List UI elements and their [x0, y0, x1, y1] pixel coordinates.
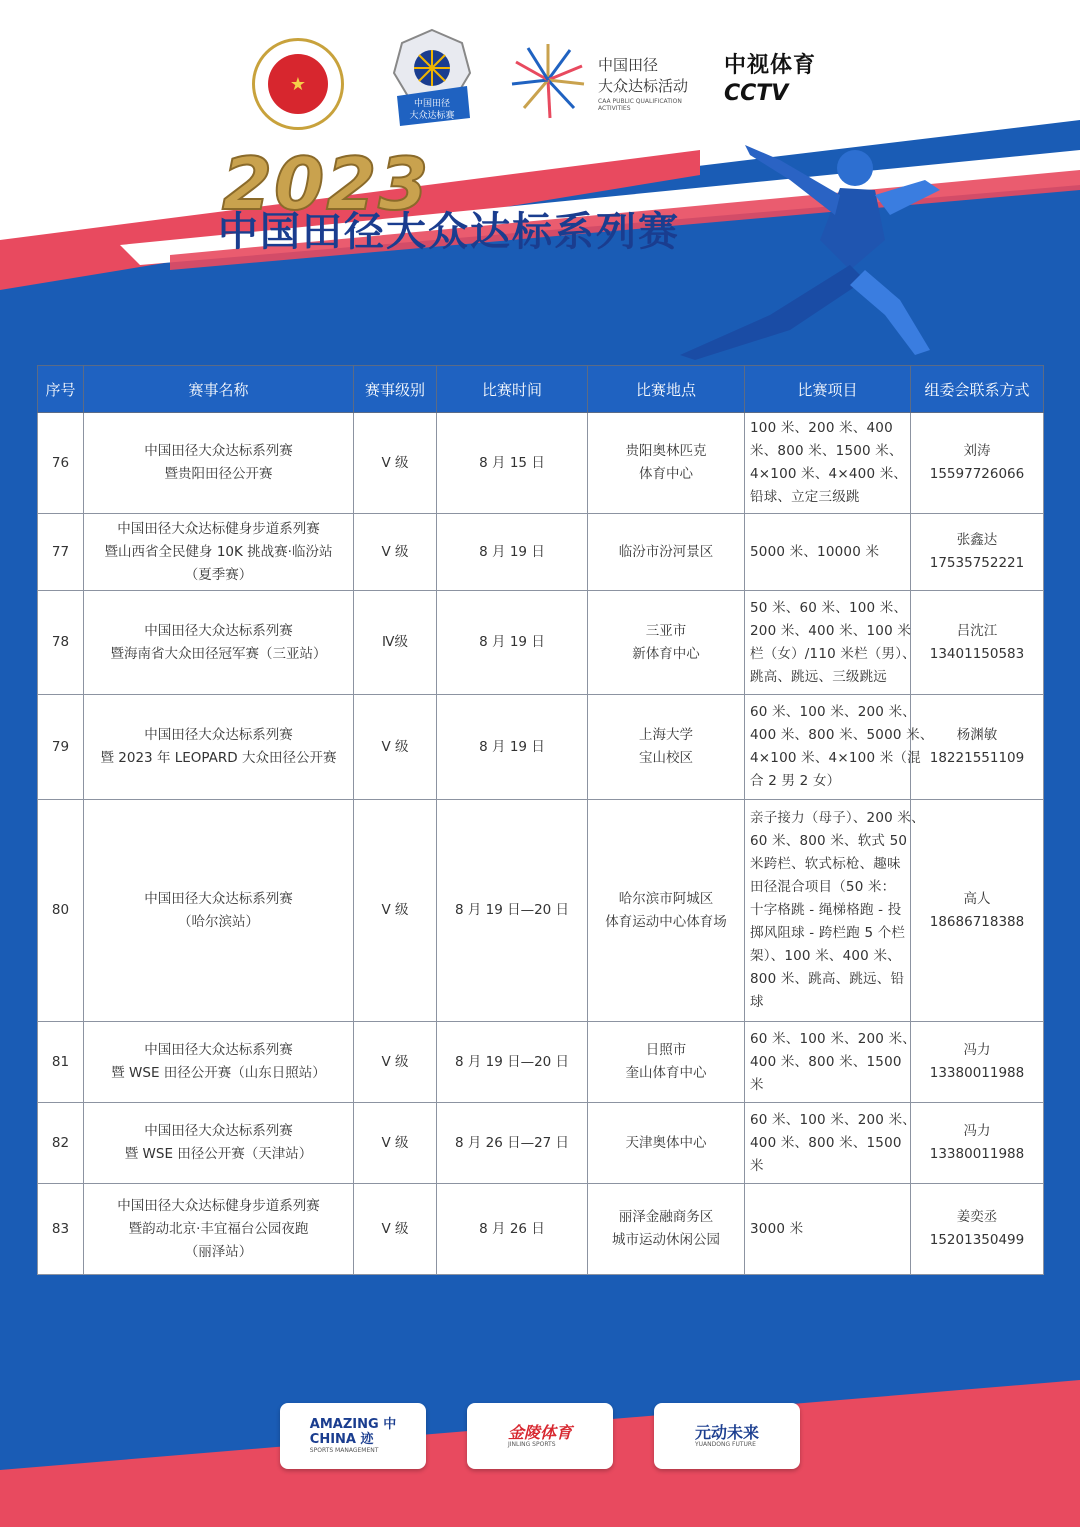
runner-silhouette-icon [650, 120, 950, 360]
cell-events-line: 球 [750, 994, 764, 1010]
cell-events-line: 亲子接力（母子）、200 米、 [750, 810, 925, 826]
column-header-level: 赛事级别 [354, 366, 437, 413]
cell-contact-line: 13380011988 [929, 1146, 1025, 1162]
sponsor-yuandong-logo [654, 1403, 800, 1469]
cell-name-line: 中国田径大众达标健身步道系列赛 [117, 1197, 320, 1214]
sponsor-1-line3: SPORTS MANAGEMENT [309, 1446, 379, 1454]
cell-date: 8 月 19 日 [437, 695, 588, 800]
cell-events-line: 合 2 男 2 女） [750, 773, 841, 789]
sponsor-1-line1: AMAZING 中 [309, 1417, 397, 1433]
cell-contact-line: 高人 [963, 890, 991, 907]
sponsor-2-line2: JINLING SPORTS [507, 1441, 556, 1449]
badge-logo-line2: 大众达标赛 [409, 111, 455, 121]
cell-no: 77 [38, 514, 84, 591]
cell-events-line: 米 [750, 1076, 764, 1093]
cell-level: V 级 [354, 1184, 437, 1275]
cell-contact [911, 413, 1044, 514]
qualification-badge-logo [392, 28, 472, 128]
cell-name [84, 1022, 354, 1103]
cell-events-line: 50 米、60 米、100 米、 [750, 599, 908, 616]
cell-name-line: 中国田径大众达标系列赛 [144, 1042, 293, 1058]
cell-name-line: 暨 WSE 田径公开赛（山东日照站） [111, 1065, 326, 1081]
cell-events [745, 514, 911, 591]
cell-venue-line: 哈尔滨市阿城区 [618, 890, 714, 907]
caa-logo [252, 38, 344, 130]
cell-name-line: （夏季赛） [184, 566, 253, 583]
cell-date: 8 月 19 日 [437, 591, 588, 695]
public-qualification-logo [508, 40, 698, 130]
sunburst-icon [508, 40, 588, 120]
cell-events-line: 400 米、800 米、5000 米、 [750, 727, 934, 743]
cell-contact-line: 13401150583 [929, 645, 1025, 662]
sponsor-row [0, 1403, 1080, 1469]
cell-venue [588, 695, 745, 800]
cell-venue [588, 1184, 745, 1275]
cell-venue-line: 临汾市汾河景区 [618, 543, 714, 560]
cell-venue-line: 奎山体育中心 [625, 1065, 707, 1081]
cell-level: V 级 [354, 1103, 437, 1184]
cell-events [745, 591, 916, 695]
cell-events-line: 十字格跳 - 绳梯格跑 - 投 [750, 902, 902, 918]
table-row [38, 591, 1044, 695]
cell-no: 83 [38, 1184, 84, 1275]
cell-contact-line: 刘涛 [963, 443, 991, 459]
cell-no: 76 [38, 413, 84, 514]
cell-name-line: 中国田径大众达标健身步道系列赛 [117, 520, 320, 537]
cell-contact-line: 17535752221 [929, 555, 1025, 571]
cell-venue [588, 413, 745, 514]
cell-events [745, 1184, 911, 1275]
cell-name-line: 暨海南省大众田径冠军赛（三亚站） [110, 645, 327, 662]
cell-contact-line: 吕沈江 [956, 622, 998, 639]
public-logo-line3: CAA PUBLIC QUALIFICATION ACTIVITIES [598, 98, 682, 112]
cell-name [84, 1184, 354, 1275]
cell-events-line: 60 米、800 米、软式 50 [750, 833, 908, 849]
page-title: 中国田径大众达标系列赛 [218, 209, 680, 255]
cell-name [84, 591, 354, 695]
cell-events-line: 田径混合项目（50 米： [750, 879, 896, 895]
sponsor-1-line2: CHINA 迹 [309, 1431, 374, 1447]
cell-events-line: 铅球、立定三级跳 [750, 489, 860, 505]
cell-events-line: 米 [750, 1157, 764, 1174]
column-header-events: 比赛项目 [745, 366, 911, 413]
cell-level: V 级 [354, 800, 437, 1022]
cell-events [745, 1103, 916, 1184]
cell-no: 78 [38, 591, 84, 695]
table-header-row [38, 366, 1044, 413]
cell-venue-line: 丽泽金融商务区 [618, 1209, 714, 1225]
cell-events-line: 400 米、800 米、1500 [750, 1053, 902, 1070]
cell-events-line: 60 米、100 米、200 米、 [750, 704, 916, 720]
cell-venue-line: 城市运动休闲公园 [612, 1232, 720, 1248]
column-header-contact: 组委会联系方式 [911, 366, 1044, 413]
cell-contact-line: 15597726066 [929, 466, 1025, 482]
sponsor-2-line1: 金陵体育 [507, 1422, 572, 1442]
cell-venue-line: 贵阳奥林匹克 [625, 443, 707, 459]
sponsor-amazing-china-logo [280, 1403, 426, 1469]
cell-name-line: 中国田径大众达标系列赛 [144, 890, 293, 907]
cell-contact [911, 1184, 1044, 1275]
public-logo-line2: 大众达标活动 [598, 77, 689, 95]
table-row [38, 514, 1044, 591]
cell-events [745, 413, 911, 514]
cell-events-line: 3000 米 [750, 1220, 804, 1237]
cell-venue [588, 1022, 745, 1103]
public-logo-line1: 中国田径 [598, 56, 659, 74]
cell-events-line: 800 米、跳高、跳远、铅 [750, 971, 905, 987]
column-header-venue: 比赛地点 [588, 366, 745, 413]
cell-contact [911, 695, 1044, 800]
cell-name-line: 中国田径大众达标系列赛 [144, 622, 293, 639]
badge-logo-line1: 中国田径 [413, 99, 451, 109]
cell-level: V 级 [354, 1022, 437, 1103]
cell-events-line: 60 米、100 米、200 米、 [750, 1111, 916, 1128]
cell-venue [588, 1103, 745, 1184]
cell-venue-line: 三亚市 [645, 622, 687, 639]
table-row [38, 1022, 1044, 1103]
cell-name-line: 暨贵阳田径公开赛 [164, 466, 273, 482]
sponsor-3-line1: 元动未来 [694, 1422, 759, 1442]
cell-date: 8 月 26 日 [437, 1184, 588, 1275]
table-row [38, 695, 1044, 800]
cell-level: V 级 [354, 514, 437, 591]
cell-level: Ⅳ级 [354, 591, 437, 695]
cell-level: V 级 [354, 695, 437, 800]
cell-events [745, 1022, 916, 1103]
cell-contact-line: 15201350499 [929, 1232, 1025, 1248]
cctv-logo-line2: CCTV [724, 81, 789, 106]
cell-events-line: 60 米、100 米、200 米、 [750, 1030, 916, 1047]
cell-name-line: 中国田径大众达标系列赛 [144, 1123, 293, 1139]
title-year: 2023 [222, 142, 431, 226]
cell-events-line: 5000 米、10000 米 [750, 543, 880, 560]
cell-venue [588, 591, 745, 695]
cell-contact [911, 591, 1044, 695]
cell-name [84, 413, 354, 514]
cell-name-line: 中国田径大众达标系列赛 [144, 727, 293, 743]
column-header-name: 赛事名称 [84, 366, 354, 413]
column-header-no: 序号 [38, 366, 84, 413]
cell-events [745, 695, 934, 800]
sponsor-jinling-logo [467, 1403, 613, 1469]
cell-name-line: （丽泽站） [184, 1243, 253, 1260]
cell-no: 80 [38, 800, 84, 1022]
cell-name-line: 暨韵动北京·丰宜福台公园夜跑 [128, 1220, 309, 1237]
cell-events-line: 4×100 米、4×400 米、 [750, 466, 908, 482]
cell-events-line: 架）、100 米、400 米、 [750, 948, 901, 964]
cell-contact-line: 18221551109 [929, 750, 1025, 766]
sponsor-3-line2: YUANDONG FUTURE [694, 1441, 756, 1449]
cell-events-line: 100 米、200 米、400 [750, 420, 893, 436]
cell-events-line: 掷风阻球 - 跨栏跑 5 个栏 [750, 925, 906, 941]
cell-name-line: （哈尔滨站） [178, 913, 259, 930]
cell-events [745, 800, 925, 1022]
cctv-sports-logo [724, 48, 834, 108]
cell-name-line: 暨 WSE 田径公开赛（天津站） [124, 1146, 313, 1162]
cell-date: 8 月 19 日—20 日 [437, 800, 588, 1022]
caa-emblem-icon: ★ [268, 54, 328, 114]
cell-venue-line: 体育中心 [639, 466, 693, 482]
cell-contact [911, 1103, 1044, 1184]
cell-events-line: 米、800 米、1500 米、 [750, 443, 903, 459]
cell-venue-line: 上海大学 [639, 727, 693, 743]
cell-contact [911, 514, 1044, 591]
cell-contact-line: 姜奕丞 [956, 1209, 998, 1225]
table-row [38, 800, 1044, 1022]
cctv-logo-line1: 中视体育 [724, 53, 817, 78]
cell-name [84, 514, 354, 591]
cell-events-line: 栏（女）/110 米栏（男）、 [750, 645, 916, 662]
cell-date: 8 月 19 日 [437, 514, 588, 591]
cell-contact-line: 13380011988 [929, 1065, 1025, 1081]
cell-venue-line: 体育运动中心体育场 [605, 913, 727, 930]
cell-name-line: 暨山西省全民健身 10K 挑战赛·临汾站 [104, 543, 333, 560]
cell-events-line: 米跨栏、软式标枪、趣味 [750, 856, 901, 872]
cell-venue [588, 514, 745, 591]
cell-events-line: 400 米、800 米、1500 [750, 1134, 902, 1151]
cell-date: 8 月 26 日—27 日 [437, 1103, 588, 1184]
table-row [38, 1184, 1044, 1275]
cell-date: 8 月 15 日 [437, 413, 588, 514]
cell-venue [588, 800, 745, 1022]
cell-name-line: 中国田径大众达标系列赛 [144, 443, 293, 459]
cell-venue-line: 日照市 [645, 1042, 687, 1058]
cell-contact [911, 800, 1044, 1022]
cell-level: V 级 [354, 413, 437, 514]
schedule-table [37, 365, 1044, 1275]
cell-venue-line: 宝山校区 [639, 750, 693, 766]
cell-no: 79 [38, 695, 84, 800]
cell-date: 8 月 19 日—20 日 [437, 1022, 588, 1103]
table-row [38, 1103, 1044, 1184]
cell-events-line: 跳高、跳远、三级跳远 [750, 668, 887, 685]
cell-venue-line: 新体育中心 [632, 645, 700, 662]
cell-name-line: 暨 2023 年 LEOPARD 大众田径公开赛 [100, 750, 337, 766]
cell-name [84, 695, 354, 800]
cell-contact-line: 冯力 [963, 1123, 991, 1139]
cell-contact-line: 18686718388 [929, 913, 1025, 930]
cell-name [84, 1103, 354, 1184]
cell-contact-line: 张鑫达 [956, 532, 998, 548]
cell-contact-line: 杨渊敏 [956, 727, 998, 743]
table-row [38, 413, 1044, 514]
cell-no: 81 [38, 1022, 84, 1103]
cell-events-line: 4×100 米、4×100 米（混 [750, 750, 921, 766]
cell-name [84, 800, 354, 1022]
cell-contact-line: 冯力 [963, 1042, 991, 1058]
cell-no: 82 [38, 1103, 84, 1184]
cell-venue-line: 天津奥体中心 [625, 1134, 707, 1151]
column-header-date: 比赛时间 [437, 366, 588, 413]
cell-events-line: 200 米、400 米、100 米 [750, 622, 912, 639]
cell-contact [911, 1022, 1044, 1103]
